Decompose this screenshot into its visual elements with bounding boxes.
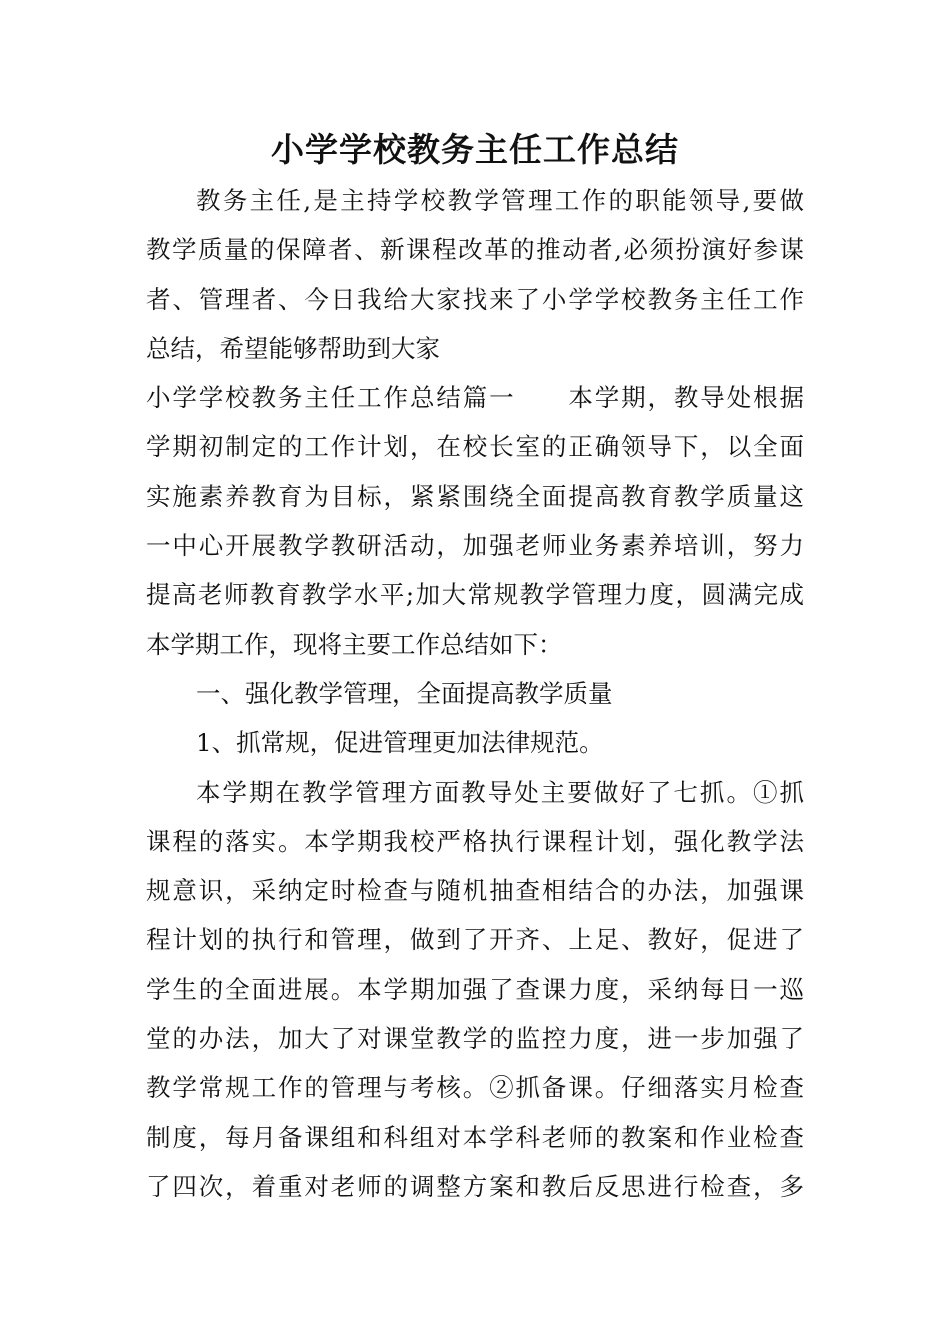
text-line: 教学常规工作的管理与考核。②抓备课。仔细落实月检查 bbox=[146, 1073, 804, 1103]
section-heading: 一、强化教学管理，全面提高教学质量 bbox=[196, 678, 613, 708]
text-line: 教学质量的保障者、新课程改革的推动者,必须扮演好参谋 bbox=[146, 235, 804, 265]
text-line: 学期初制定的工作计划，在校长室的正确领导下，以全面 bbox=[146, 432, 804, 462]
text-line: 本学期在教学管理方面教导处主要做好了七抓。①抓 bbox=[196, 777, 804, 807]
text-line: 一中心开展教学教研活动，加强老师业务素养培训，努力 bbox=[146, 531, 804, 561]
text-line: 了四次，着重对老师的调整方案和教后反思进行检查，多 bbox=[146, 1171, 804, 1201]
document-body bbox=[146, 176, 804, 1211]
text-line: 堂的办法，加大了对课堂教学的监控力度，进一步加强了 bbox=[146, 1024, 804, 1054]
document-title: 小学学校教务主任工作总结 bbox=[271, 130, 679, 169]
text-line: 规意识，采纳定时检查与随机抽查相结合的办法，加强课 bbox=[146, 876, 804, 906]
subsection-heading: 1、抓常规，促进管理更加法律规范。 bbox=[196, 728, 604, 758]
text-line: 本学期工作，现将主要工作总结如下： bbox=[146, 629, 563, 659]
text-line: 程计划的执行和管理，做到了开齐、上足、教好，促进了 bbox=[146, 925, 804, 955]
text-line: 小学学校教务主任工作总结篇一 本学期，教导处根据 bbox=[146, 383, 804, 413]
text-line: 学生的全面进展。本学期加强了查课力度，采纳每日一巡 bbox=[146, 974, 804, 1004]
text-line: 者、管理者、今日我给大家找来了小学学校教务主任工作 bbox=[146, 284, 804, 314]
text-line: 总结，希望能够帮助到大家 bbox=[146, 333, 440, 363]
text-line: 制度，每月备课组和科组对本学科老师的教案和作业检查 bbox=[146, 1122, 804, 1152]
text-line: 实施素养教育为目标，紧紧围绕全面提高教育教学质量这 bbox=[146, 481, 804, 511]
text-line: 教务主任,是主持学校教学管理工作的职能领导,要做 bbox=[196, 186, 804, 215]
text-line: 课程的落实。本学期我校严格执行课程计划，强化教学法 bbox=[146, 826, 804, 856]
text-line: 提高老师教育教学水平;加大常规教学管理力度，圆满完成 bbox=[146, 580, 804, 610]
